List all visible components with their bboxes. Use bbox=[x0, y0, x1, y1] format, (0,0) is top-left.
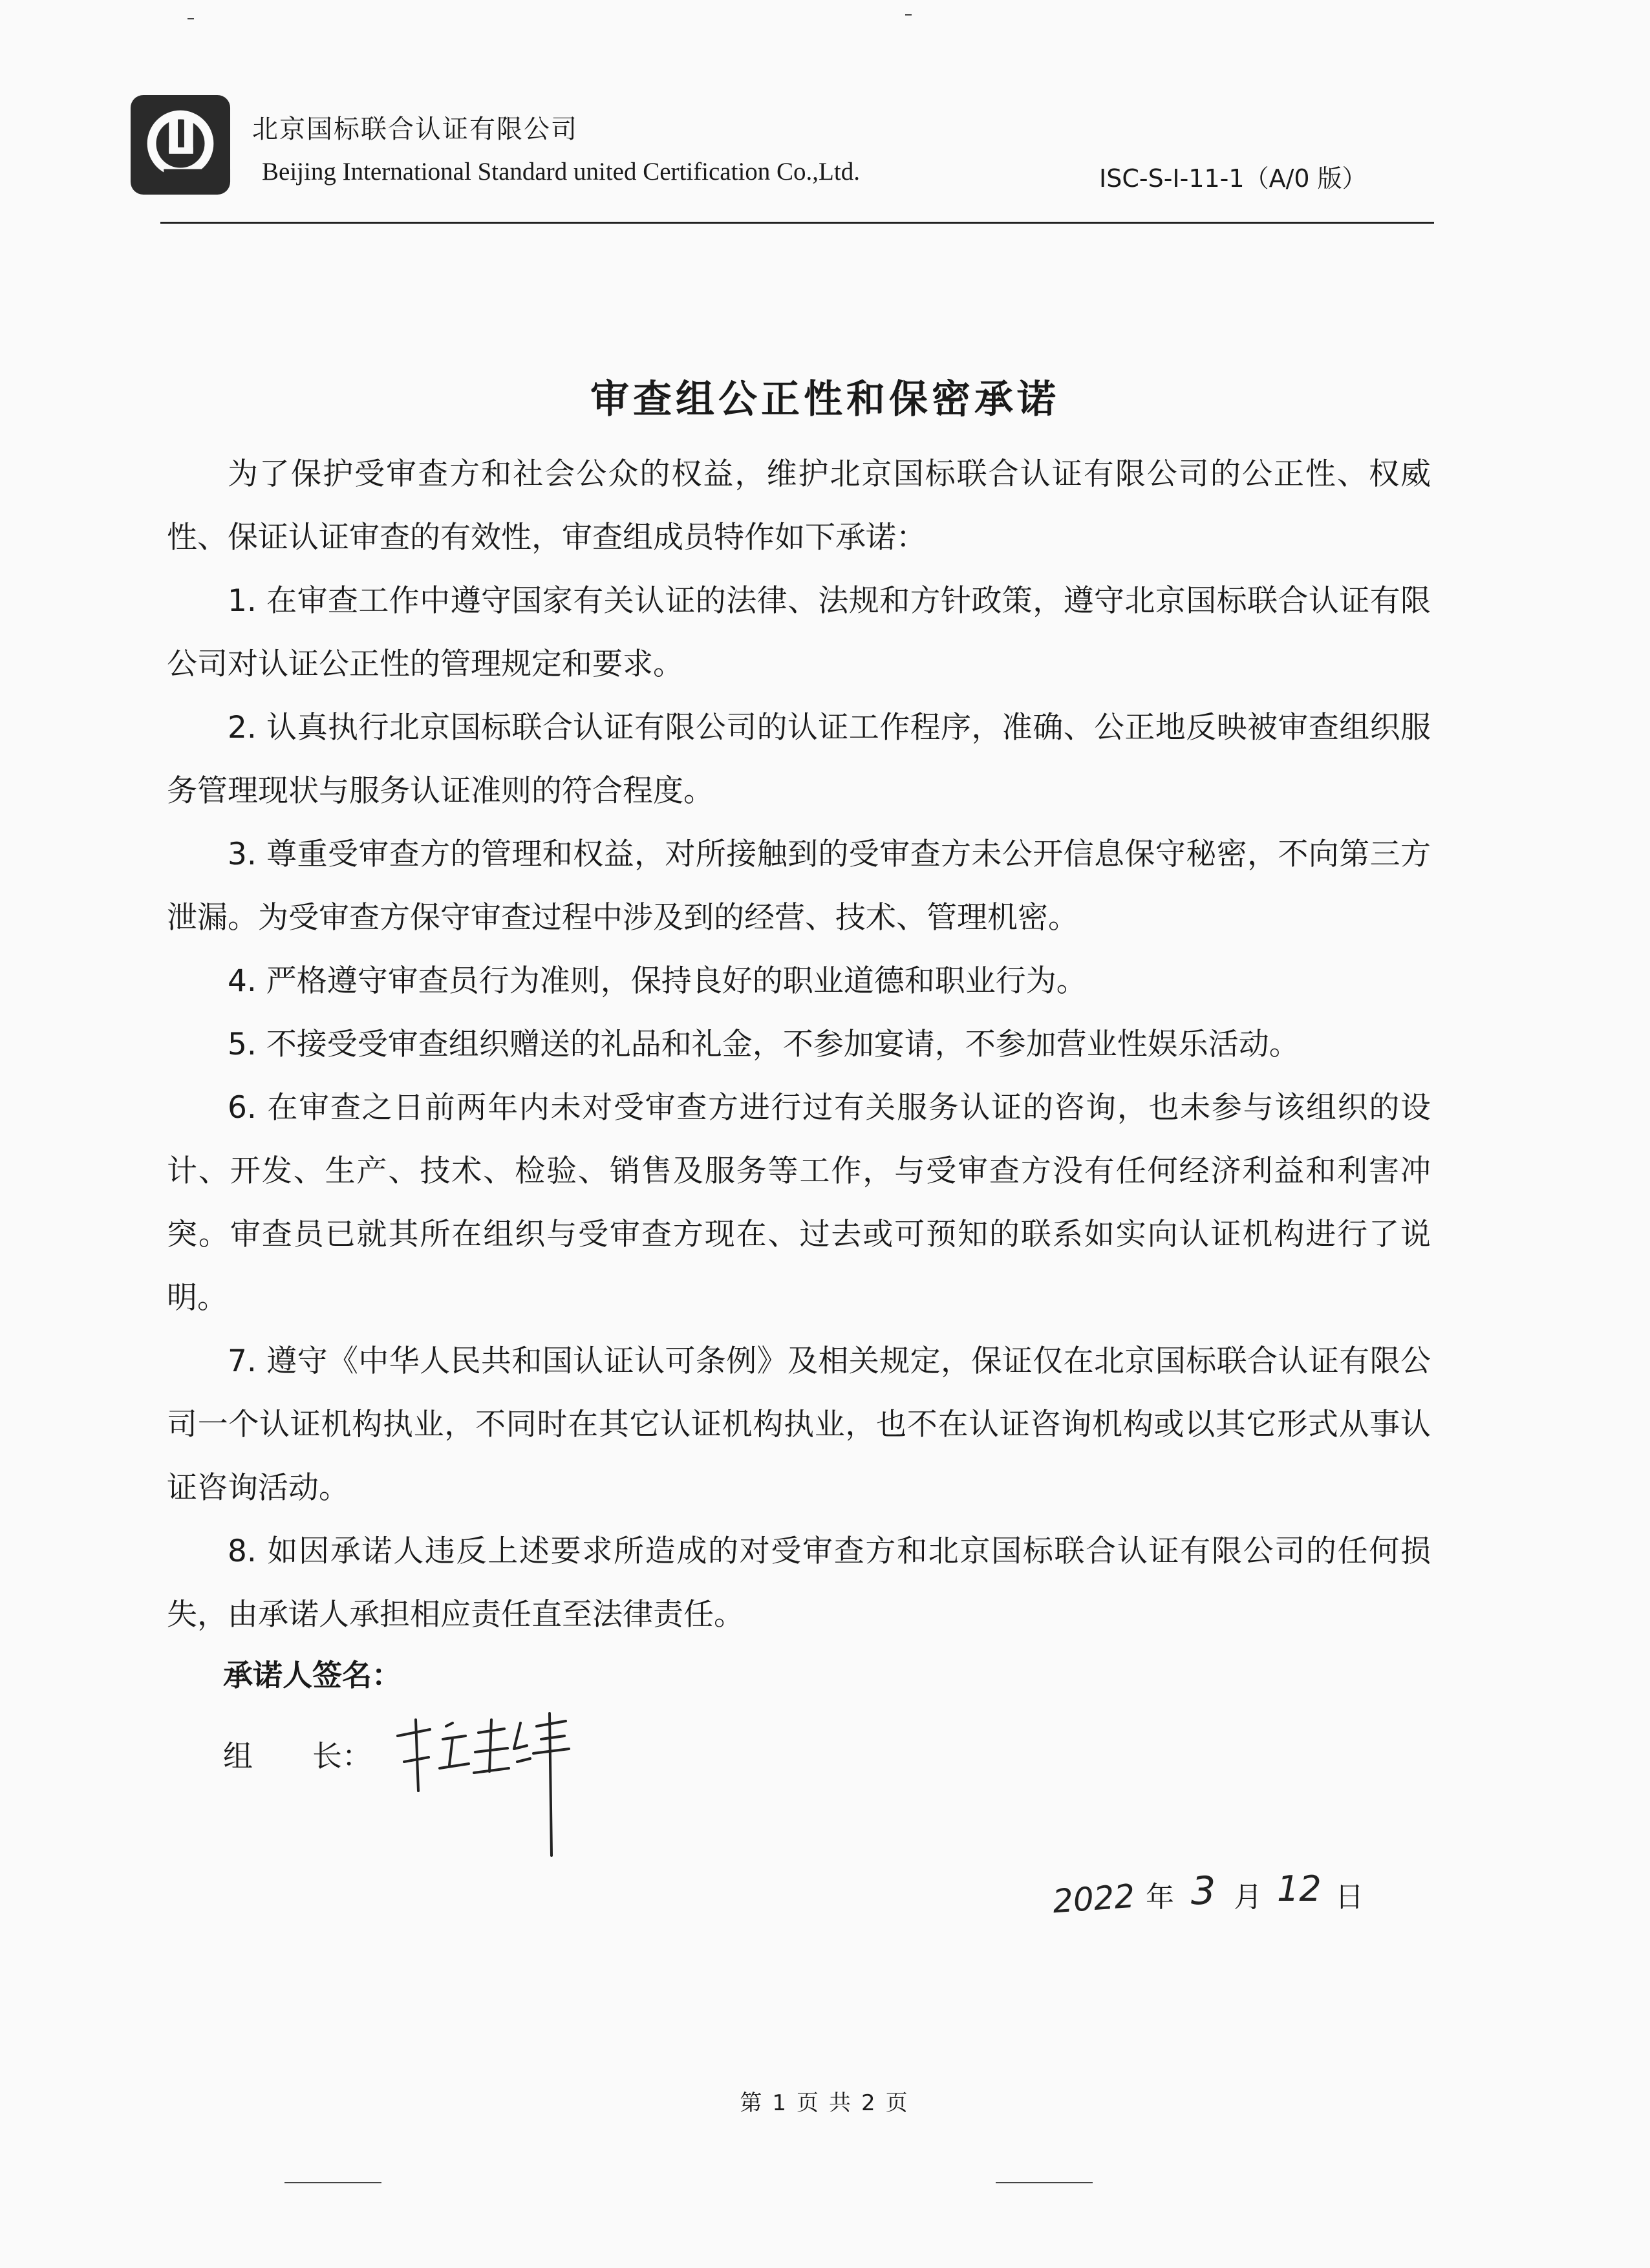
commitment-item: 5. 不接受受审查组织赠送的礼品和礼金，不参加宴请，不参加营业性娱乐活动。 bbox=[228, 1027, 1300, 1062]
page-suffix: 页 bbox=[885, 2090, 910, 2116]
document-code: ISC-S-I-11-1（A/0 版） bbox=[1099, 164, 1367, 193]
date-year: 2022 bbox=[1051, 1877, 1137, 1921]
company-name-cn: 北京国标联合认证有限公司 bbox=[252, 114, 578, 144]
commitment-item: 2. 认真执行北京国标联合认证有限公司的认证工作程序，准确、公正地反映被审查组织服务管理现状与服务认证准则的符合程度。 bbox=[167, 710, 1431, 809]
company-name-en: Beijing International Standard united Certification Co.,Ltd. bbox=[262, 158, 860, 186]
page-prefix: 第 bbox=[740, 2090, 765, 2116]
document-title: 审查组公正性和保密承诺 bbox=[590, 377, 1060, 422]
signature-label: 承诺人签名： bbox=[223, 1658, 402, 1693]
intro-paragraph: 为了保护受审查方和社会公众的权益，维护北京国标联合认证有限公司的公正性、权威性、保证认证审查的有效性，审查组成员特作如下承诺： bbox=[167, 456, 1431, 555]
team-leader-label: 组 长： bbox=[223, 1738, 372, 1773]
commitment-item: 1. 在审查工作中遵守国家有关认证的法律、法规和方针政策，遵守北京国标联合认证有限公司对认证公正性的管理规定和要求。 bbox=[167, 583, 1431, 682]
current-page: 1 bbox=[772, 2090, 789, 2116]
company-logo bbox=[129, 94, 231, 196]
date-year-unit: 年 bbox=[1146, 1881, 1174, 1914]
commitment-item: 8. 如因承诺人违反上述要求所造成的对受审查方和北京国标联合认证有限公司的任何损失，由承诺人承担相应责任直至法律责任。 bbox=[167, 1534, 1431, 1632]
scan-mark bbox=[905, 14, 912, 16]
scan-mark bbox=[996, 2182, 1093, 2183]
commitment-item: 7. 遵守《中华人民共和国认证认可条例》及相关规定，保证仅在北京国标联合认证有限公司一个认证机构执业，不同时在其它认证机构执业，也不在认证咨询机构或以其它形式从事认证咨询活动。 bbox=[167, 1343, 1431, 1506]
scan-mark bbox=[188, 18, 194, 19]
page-mid-1: 页 bbox=[797, 2090, 821, 2116]
signing-date bbox=[1047, 1862, 1371, 1933]
commitment-item: 3. 尊重受审查方的管理和权益，对所接触到的受审查方未公开信息保守秘密，不向第三方泄漏。为受审查方保守审查过程中涉及到的经营、技术、管理机密。 bbox=[167, 837, 1431, 936]
scan-mark bbox=[284, 2182, 381, 2183]
header-divider bbox=[160, 222, 1434, 224]
commitment-item: 6. 在审查之日前两年内未对受审查方进行过有关服务认证的咨询，也未参与该组织的设计、开发、生产、技术、检验、销售及服务等工作，与受审查方没有任何经济利益和利害冲突。审查员已就其所在组织与受审查方现在、过去或可预知的联系如实向认证机构进行了说明。 bbox=[167, 1090, 1431, 1316]
page-mid-2: 共 bbox=[829, 2090, 853, 2116]
date-day: 12 bbox=[1277, 1868, 1322, 1909]
date-month-unit: 月 bbox=[1234, 1881, 1262, 1914]
handwritten-signature bbox=[391, 1700, 585, 1862]
total-pages: 2 bbox=[861, 2090, 878, 2116]
page-number bbox=[0, 2085, 1650, 2117]
date-month: 3 bbox=[1191, 1868, 1216, 1914]
date-day-unit: 日 bbox=[1335, 1881, 1364, 1914]
commitment-item: 4. 严格遵守审查员行为准则，保持良好的职业道德和职业行为。 bbox=[228, 963, 1087, 999]
document-body bbox=[167, 443, 1431, 1647]
